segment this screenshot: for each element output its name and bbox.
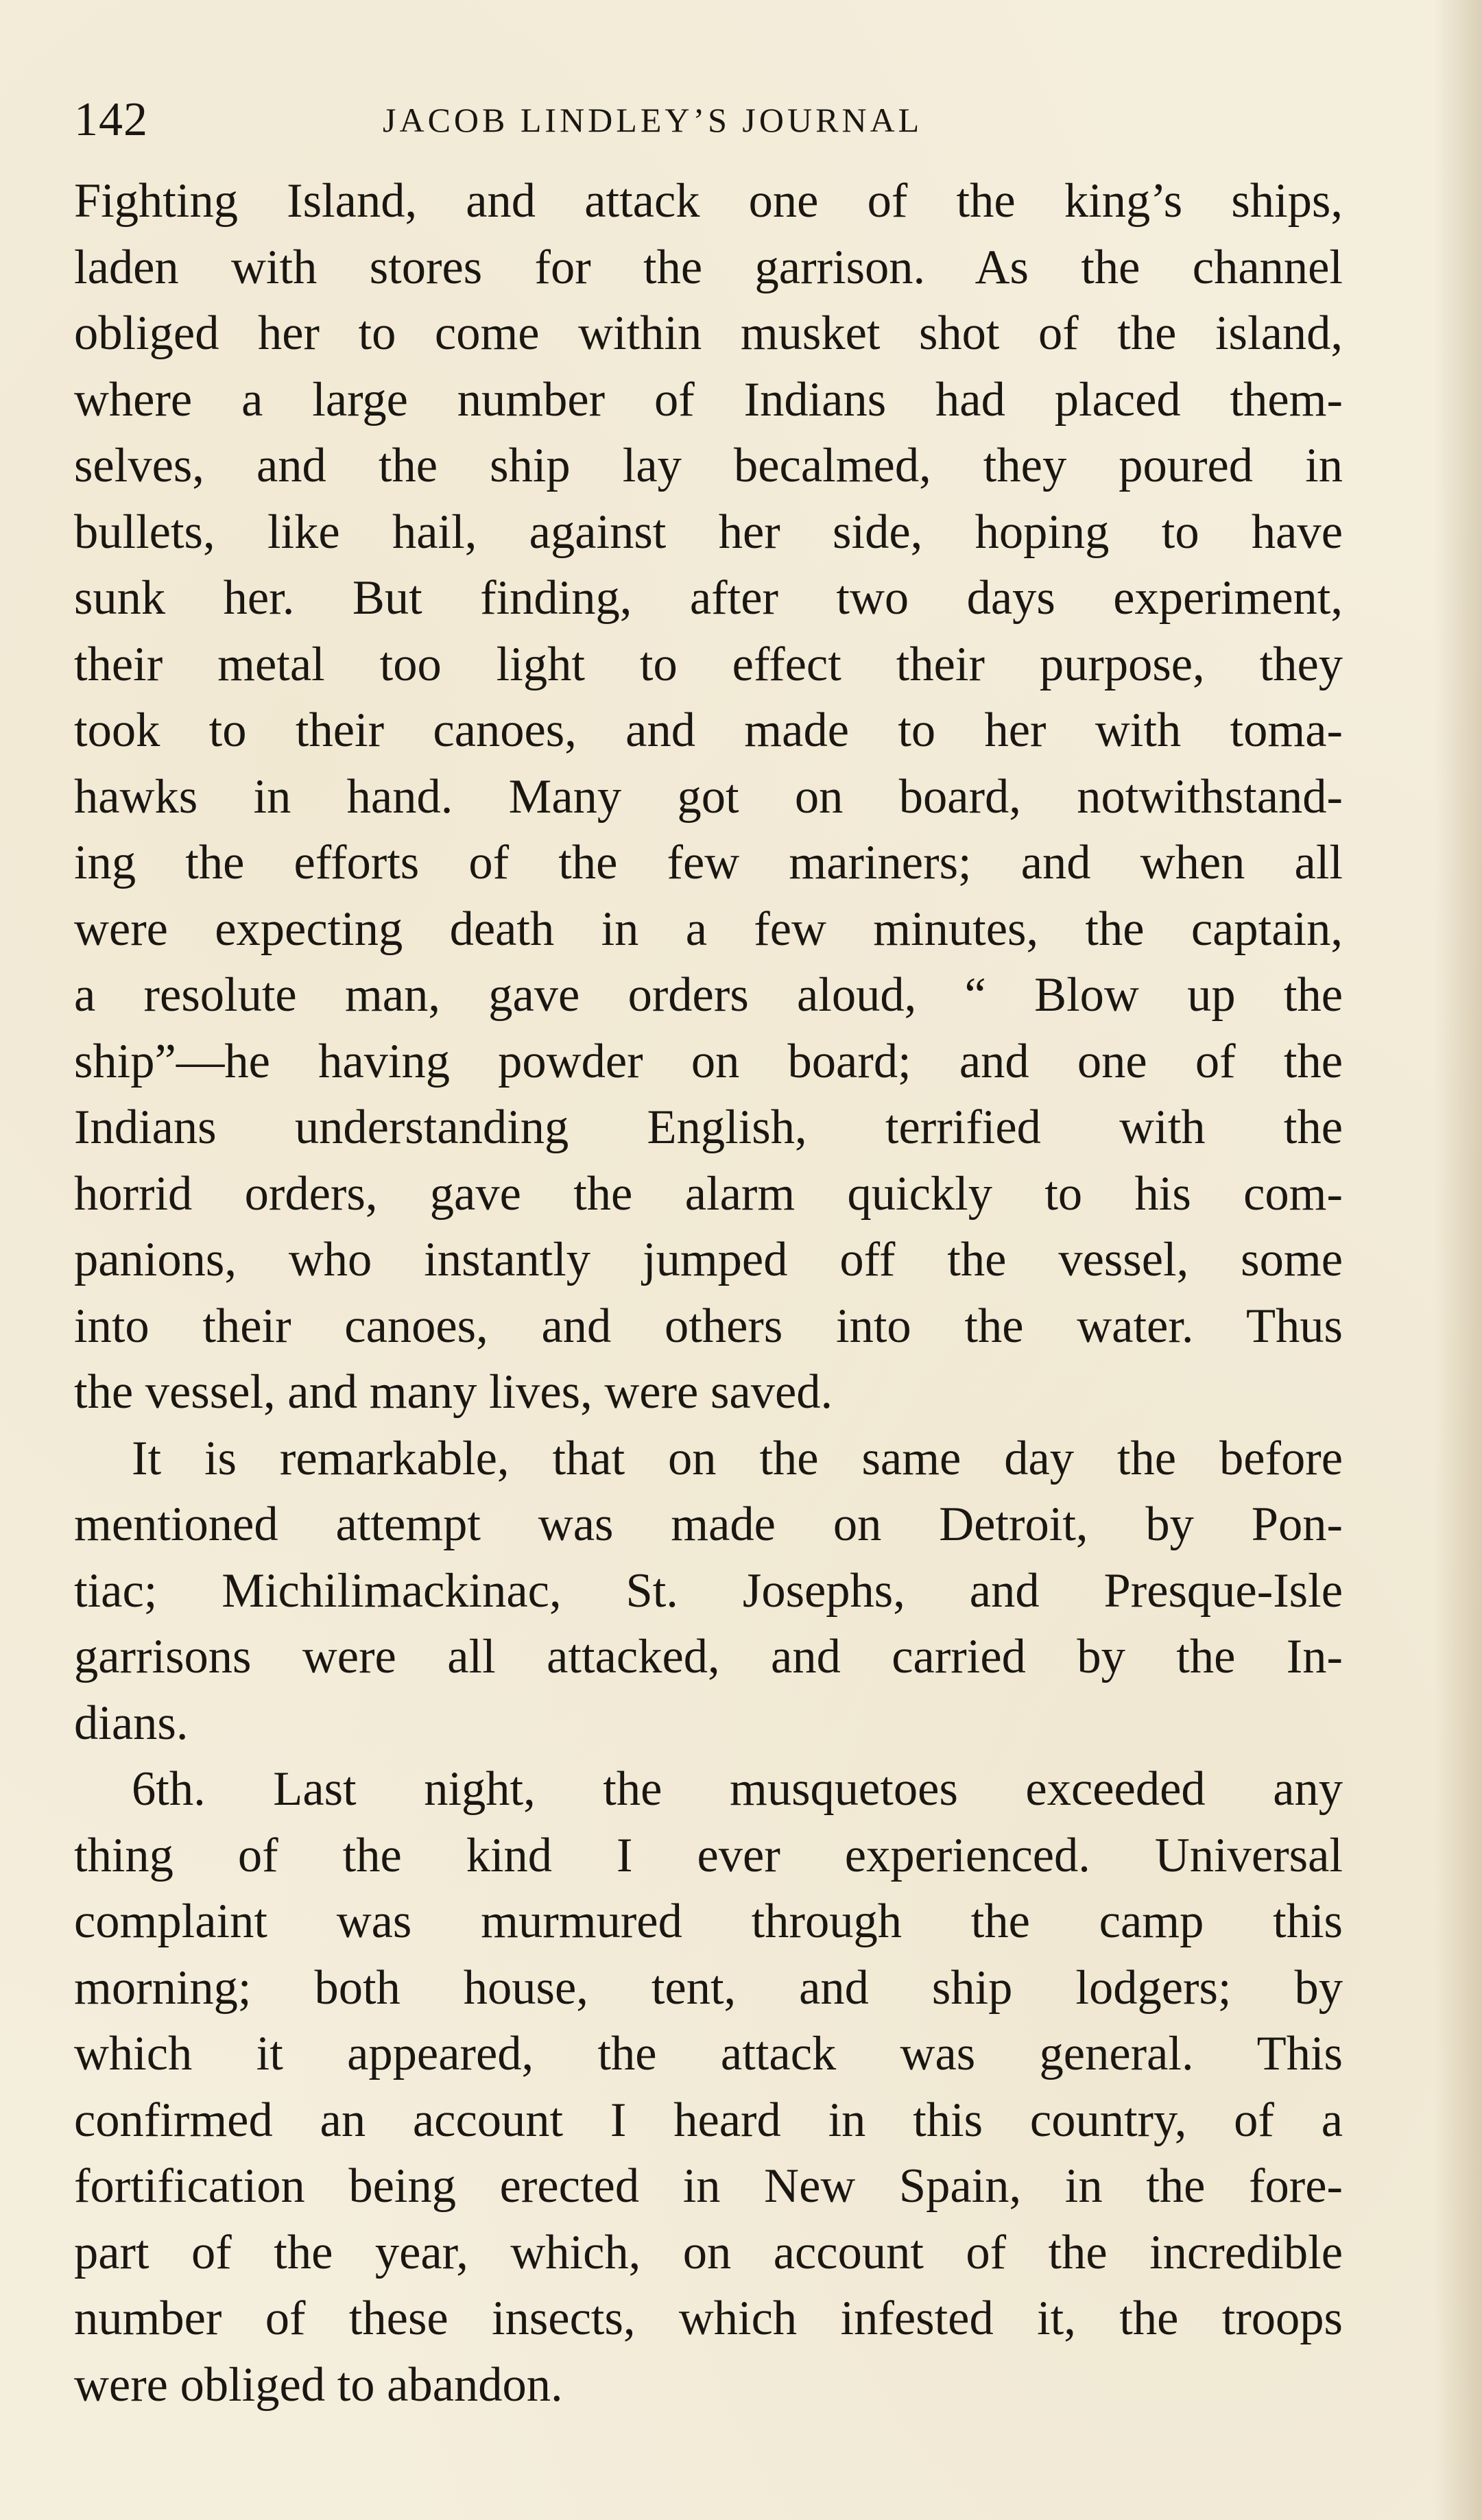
text-line: complaint was murmured through the camp this: [74, 1895, 1343, 1948]
text-line: hawks in hand. Many got on board, notwithstand-: [74, 769, 1343, 824]
paragraph: [74, 1756, 1343, 2418]
text-line: the vessel, and many lives, were saved.: [74, 1365, 833, 1419]
page-header: [74, 93, 1370, 147]
text-line: laden with stores for the garrison. As the channel: [74, 240, 1343, 294]
text-line: ing the efforts of the few mariners; and when all: [74, 836, 1343, 889]
text-line: which it appeared, the attack was general. This: [74, 2027, 1343, 2080]
text-line: panions, who instantly jumped off the vessel, some: [74, 1233, 1343, 1286]
text-line: Indians understanding English, terrified with the: [74, 1101, 1343, 1154]
text-line: It is remarkable, that on the same day the before: [132, 1431, 1343, 1485]
page-number: 142: [74, 93, 148, 146]
text-line: obliged her to come within musket shot of the island,: [74, 307, 1343, 360]
text-line: dians.: [74, 1696, 189, 1750]
text-line: horrid orders, gave the alarm quickly to his com-: [74, 1166, 1343, 1221]
text-line: selves, and the ship lay becalmed, they poured in: [74, 439, 1343, 492]
text-line: bullets, like hail, against her side, hoping to have: [74, 505, 1343, 559]
text-line: ship”—he having powder on board; and one of the: [74, 1034, 1343, 1088]
text-line: were expecting death in a few minutes, the captain,: [74, 902, 1343, 956]
paragraph: [74, 1426, 1343, 1757]
text-line: into their canoes, and others into the water. Thus: [74, 1299, 1343, 1353]
text-line: took to their canoes, and made to her with toma-: [74, 704, 1343, 757]
text-line: where a large number of Indians had placed them-: [74, 372, 1343, 427]
text-line: a resolute man, gave orders aloud, “ Blow up the: [74, 968, 1343, 1022]
page-edge-shadow: [1434, 0, 1482, 2520]
text-line: thing of the kind I ever experienced. Universal: [74, 1828, 1343, 1882]
text-line: tiac; Michilimackinac, St. Josephs, and Presque-Isle: [74, 1563, 1343, 1618]
running-head: JACOB LINDLEY’S JOURNAL: [383, 101, 923, 139]
text-line: were obliged to abandon.: [74, 2357, 563, 2412]
text-line: sunk her. But finding, after two days experiment,: [74, 571, 1343, 625]
text-line: fortification being erected in New Spain, in the fore-: [74, 2159, 1343, 2213]
text-line: 6th. Last night, the musquetoes exceeded any: [132, 1762, 1343, 1816]
text-line: their metal too light to effect their purpose, they: [74, 637, 1343, 691]
text-line: Fighting Island, and attack one of the king’s ships,: [74, 174, 1343, 228]
text-line: number of these insects, which infested it, the troops: [74, 2292, 1343, 2345]
text-line: morning; both house, tent, and ship lodgers; by: [74, 1960, 1343, 2015]
text-line: confirmed an account I heard in this country, of a: [74, 2093, 1343, 2147]
text-line: garrisons were all attacked, and carried by the In-: [74, 1630, 1343, 1683]
text-line: part of the year, which, on account of the incredible: [74, 2225, 1343, 2279]
text-line: mentioned attempt was made on Detroit, by Pon-: [74, 1498, 1343, 1551]
paragraph: [74, 168, 1343, 1426]
body-text: [74, 168, 1343, 2418]
